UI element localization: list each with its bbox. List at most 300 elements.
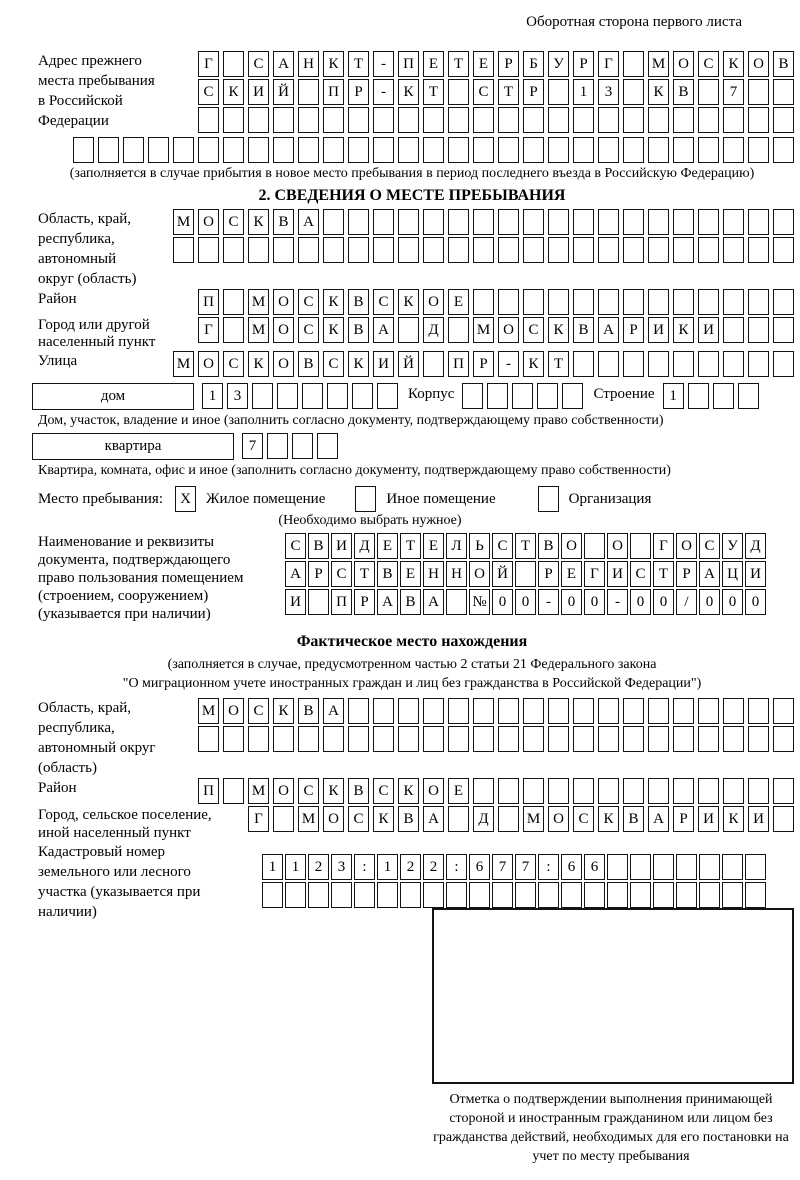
char-box[interactable] bbox=[745, 854, 766, 880]
char-box[interactable]: С bbox=[348, 806, 369, 832]
char-box[interactable] bbox=[676, 882, 697, 908]
char-box[interactable] bbox=[398, 137, 419, 163]
char-box[interactable] bbox=[523, 698, 544, 724]
char-box[interactable] bbox=[713, 383, 734, 409]
char-box[interactable]: В bbox=[773, 51, 794, 77]
char-box[interactable]: М bbox=[298, 806, 319, 832]
char-box[interactable]: 0 bbox=[561, 589, 582, 615]
char-box[interactable] bbox=[648, 107, 669, 133]
char-box[interactable] bbox=[748, 289, 769, 315]
char-box[interactable]: Р bbox=[348, 79, 369, 105]
char-box[interactable]: М bbox=[173, 209, 194, 235]
char-box[interactable] bbox=[653, 882, 674, 908]
char-box[interactable]: Г bbox=[584, 561, 605, 587]
char-box[interactable] bbox=[448, 698, 469, 724]
char-box[interactable]: С bbox=[198, 79, 219, 105]
char-box[interactable]: С bbox=[331, 561, 352, 587]
char-box[interactable]: Д bbox=[423, 317, 444, 343]
char-box[interactable] bbox=[498, 137, 519, 163]
char-box[interactable] bbox=[548, 698, 569, 724]
char-box[interactable] bbox=[548, 778, 569, 804]
char-box[interactable] bbox=[722, 854, 743, 880]
char-box[interactable] bbox=[469, 882, 490, 908]
char-box[interactable] bbox=[773, 79, 794, 105]
char-box[interactable] bbox=[373, 237, 394, 263]
char-box[interactable] bbox=[473, 107, 494, 133]
char-box[interactable]: А bbox=[598, 317, 619, 343]
char-box[interactable] bbox=[473, 289, 494, 315]
char-box[interactable] bbox=[688, 383, 709, 409]
char-box[interactable] bbox=[648, 778, 669, 804]
char-box[interactable] bbox=[298, 137, 319, 163]
char-box[interactable]: Е bbox=[377, 533, 398, 559]
char-box[interactable] bbox=[630, 533, 651, 559]
char-box[interactable] bbox=[473, 137, 494, 163]
char-box[interactable]: Г bbox=[653, 533, 674, 559]
char-box[interactable] bbox=[473, 209, 494, 235]
char-box[interactable]: К bbox=[323, 778, 344, 804]
char-box[interactable]: А bbox=[648, 806, 669, 832]
char-box[interactable] bbox=[623, 237, 644, 263]
char-box[interactable]: Г bbox=[248, 806, 269, 832]
char-box[interactable] bbox=[676, 854, 697, 880]
char-box[interactable] bbox=[598, 107, 619, 133]
char-box[interactable] bbox=[584, 533, 605, 559]
char-box[interactable]: В bbox=[398, 806, 419, 832]
char-box[interactable]: Ц bbox=[722, 561, 743, 587]
char-box[interactable] bbox=[302, 383, 323, 409]
char-box[interactable] bbox=[423, 882, 444, 908]
char-box[interactable]: О bbox=[423, 778, 444, 804]
char-box[interactable]: М bbox=[523, 806, 544, 832]
char-box[interactable]: И bbox=[248, 79, 269, 105]
char-box[interactable] bbox=[348, 137, 369, 163]
char-box[interactable] bbox=[331, 882, 352, 908]
char-box[interactable] bbox=[317, 433, 338, 459]
char-box[interactable]: К bbox=[248, 209, 269, 235]
char-box[interactable] bbox=[252, 383, 273, 409]
char-box[interactable] bbox=[473, 698, 494, 724]
char-box[interactable] bbox=[423, 698, 444, 724]
char-box[interactable] bbox=[623, 698, 644, 724]
char-box[interactable] bbox=[748, 137, 769, 163]
char-box[interactable]: Р bbox=[498, 51, 519, 77]
char-box[interactable] bbox=[498, 237, 519, 263]
char-box[interactable]: Е bbox=[400, 561, 421, 587]
char-box[interactable]: А bbox=[377, 589, 398, 615]
char-box[interactable] bbox=[423, 137, 444, 163]
char-box[interactable] bbox=[573, 209, 594, 235]
char-box[interactable] bbox=[487, 383, 508, 409]
char-box[interactable] bbox=[748, 351, 769, 377]
char-box[interactable] bbox=[498, 726, 519, 752]
char-box[interactable]: О bbox=[273, 289, 294, 315]
char-box[interactable]: К bbox=[273, 698, 294, 724]
char-box[interactable] bbox=[377, 383, 398, 409]
char-box[interactable]: К bbox=[323, 289, 344, 315]
char-box[interactable] bbox=[98, 137, 119, 163]
char-box[interactable]: М bbox=[248, 289, 269, 315]
char-box[interactable]: Й bbox=[398, 351, 419, 377]
char-box[interactable] bbox=[398, 209, 419, 235]
char-box[interactable] bbox=[748, 237, 769, 263]
char-box[interactable]: 6 bbox=[561, 854, 582, 880]
char-box[interactable] bbox=[623, 351, 644, 377]
char-box[interactable]: С bbox=[223, 209, 244, 235]
char-box[interactable] bbox=[273, 107, 294, 133]
char-box[interactable] bbox=[748, 209, 769, 235]
char-box[interactable]: О bbox=[469, 561, 490, 587]
char-box[interactable] bbox=[423, 107, 444, 133]
char-box[interactable]: И bbox=[285, 589, 306, 615]
char-box[interactable] bbox=[630, 854, 651, 880]
char-box[interactable] bbox=[648, 698, 669, 724]
char-box[interactable] bbox=[373, 698, 394, 724]
char-box[interactable]: Р bbox=[623, 317, 644, 343]
char-box[interactable]: В bbox=[673, 79, 694, 105]
char-box[interactable]: А bbox=[699, 561, 720, 587]
char-box[interactable] bbox=[748, 79, 769, 105]
char-box[interactable] bbox=[515, 561, 536, 587]
char-box[interactable]: И bbox=[331, 533, 352, 559]
char-box[interactable] bbox=[373, 137, 394, 163]
char-box[interactable]: О bbox=[498, 317, 519, 343]
char-box[interactable] bbox=[607, 882, 628, 908]
char-box[interactable] bbox=[773, 237, 794, 263]
char-box[interactable]: К bbox=[348, 351, 369, 377]
char-box[interactable] bbox=[623, 79, 644, 105]
char-box[interactable] bbox=[348, 107, 369, 133]
char-box[interactable] bbox=[348, 726, 369, 752]
char-box[interactable] bbox=[623, 289, 644, 315]
char-box[interactable] bbox=[773, 317, 794, 343]
char-box[interactable] bbox=[498, 107, 519, 133]
char-box[interactable]: С bbox=[248, 51, 269, 77]
char-box[interactable] bbox=[548, 137, 569, 163]
char-box[interactable]: 0 bbox=[630, 589, 651, 615]
char-box[interactable] bbox=[352, 383, 373, 409]
char-box[interactable] bbox=[723, 237, 744, 263]
char-box[interactable]: М bbox=[198, 698, 219, 724]
char-box[interactable]: 3 bbox=[598, 79, 619, 105]
char-box[interactable] bbox=[348, 698, 369, 724]
char-box[interactable]: К bbox=[398, 79, 419, 105]
char-box[interactable] bbox=[298, 237, 319, 263]
char-box[interactable]: В bbox=[573, 317, 594, 343]
char-box[interactable] bbox=[723, 351, 744, 377]
char-box[interactable] bbox=[327, 383, 348, 409]
char-box[interactable] bbox=[515, 882, 536, 908]
char-box[interactable] bbox=[448, 806, 469, 832]
char-box[interactable] bbox=[598, 778, 619, 804]
char-box[interactable]: В bbox=[273, 209, 294, 235]
char-box[interactable]: К bbox=[223, 79, 244, 105]
char-box[interactable]: Т bbox=[653, 561, 674, 587]
char-box[interactable] bbox=[648, 237, 669, 263]
char-box[interactable] bbox=[673, 698, 694, 724]
char-box[interactable] bbox=[548, 107, 569, 133]
char-box[interactable]: С bbox=[473, 79, 494, 105]
char-box[interactable]: Р bbox=[523, 79, 544, 105]
char-box[interactable] bbox=[446, 589, 467, 615]
char-box[interactable] bbox=[373, 107, 394, 133]
char-box[interactable]: Е bbox=[561, 561, 582, 587]
char-box[interactable]: / bbox=[676, 589, 697, 615]
char-box[interactable] bbox=[448, 107, 469, 133]
char-box[interactable]: - bbox=[538, 589, 559, 615]
char-box[interactable] bbox=[548, 79, 569, 105]
char-box[interactable]: О bbox=[273, 778, 294, 804]
char-box[interactable] bbox=[673, 351, 694, 377]
char-box[interactable] bbox=[198, 137, 219, 163]
char-box[interactable] bbox=[648, 209, 669, 235]
char-box[interactable] bbox=[598, 209, 619, 235]
char-box[interactable]: А bbox=[298, 209, 319, 235]
char-box[interactable] bbox=[548, 726, 569, 752]
char-box[interactable]: 7 bbox=[515, 854, 536, 880]
char-box[interactable]: Е bbox=[448, 289, 469, 315]
char-box[interactable]: С bbox=[298, 778, 319, 804]
char-box[interactable] bbox=[648, 726, 669, 752]
char-box[interactable]: К bbox=[648, 79, 669, 105]
char-box[interactable] bbox=[573, 107, 594, 133]
char-box[interactable] bbox=[448, 209, 469, 235]
char-box[interactable]: 7 bbox=[242, 433, 263, 459]
char-box[interactable] bbox=[548, 289, 569, 315]
char-box[interactable]: 1 bbox=[202, 383, 223, 409]
char-box[interactable] bbox=[173, 237, 194, 263]
char-box[interactable] bbox=[673, 778, 694, 804]
char-box[interactable]: 2 bbox=[400, 854, 421, 880]
char-box[interactable]: С bbox=[630, 561, 651, 587]
char-box[interactable] bbox=[573, 137, 594, 163]
char-box[interactable]: Д bbox=[354, 533, 375, 559]
char-box[interactable] bbox=[773, 107, 794, 133]
char-box[interactable]: 3 bbox=[227, 383, 248, 409]
char-box[interactable] bbox=[748, 778, 769, 804]
char-box[interactable] bbox=[698, 289, 719, 315]
char-box[interactable]: Б bbox=[523, 51, 544, 77]
char-box[interactable]: Д bbox=[473, 806, 494, 832]
char-box[interactable] bbox=[223, 289, 244, 315]
char-box[interactable] bbox=[723, 726, 744, 752]
char-box[interactable]: Т bbox=[448, 51, 469, 77]
char-box[interactable]: П bbox=[198, 778, 219, 804]
char-box[interactable] bbox=[698, 698, 719, 724]
char-box[interactable]: 7 bbox=[723, 79, 744, 105]
char-box[interactable] bbox=[373, 209, 394, 235]
char-box[interactable] bbox=[277, 383, 298, 409]
char-box[interactable]: А bbox=[423, 806, 444, 832]
char-box[interactable] bbox=[745, 882, 766, 908]
char-box[interactable]: Н bbox=[446, 561, 467, 587]
char-box[interactable] bbox=[223, 107, 244, 133]
char-box[interactable]: В bbox=[348, 289, 369, 315]
char-box[interactable]: М bbox=[173, 351, 194, 377]
char-box[interactable] bbox=[285, 882, 306, 908]
char-box[interactable] bbox=[523, 237, 544, 263]
char-box[interactable]: И bbox=[607, 561, 628, 587]
char-box[interactable]: X bbox=[175, 486, 196, 512]
char-box[interactable] bbox=[462, 383, 483, 409]
char-box[interactable]: В bbox=[348, 778, 369, 804]
char-box[interactable]: - bbox=[607, 589, 628, 615]
char-box[interactable] bbox=[248, 726, 269, 752]
char-box[interactable]: А bbox=[273, 51, 294, 77]
char-box[interactable] bbox=[198, 107, 219, 133]
char-box[interactable] bbox=[653, 854, 674, 880]
char-box[interactable]: Н bbox=[298, 51, 319, 77]
char-box[interactable]: В bbox=[377, 561, 398, 587]
char-box[interactable] bbox=[723, 209, 744, 235]
char-box[interactable]: Т bbox=[548, 351, 569, 377]
char-box[interactable]: Е bbox=[423, 51, 444, 77]
char-box[interactable]: С bbox=[523, 317, 544, 343]
char-box[interactable]: К bbox=[323, 51, 344, 77]
char-box[interactable] bbox=[773, 726, 794, 752]
char-box[interactable] bbox=[648, 289, 669, 315]
char-box[interactable] bbox=[398, 107, 419, 133]
char-box[interactable] bbox=[473, 726, 494, 752]
char-box[interactable] bbox=[699, 854, 720, 880]
char-box[interactable] bbox=[573, 237, 594, 263]
char-box[interactable] bbox=[698, 351, 719, 377]
char-box[interactable]: 6 bbox=[469, 854, 490, 880]
char-box[interactable] bbox=[446, 882, 467, 908]
char-box[interactable]: С bbox=[373, 289, 394, 315]
char-box[interactable]: Т bbox=[498, 79, 519, 105]
char-box[interactable]: О bbox=[273, 317, 294, 343]
char-box[interactable]: В bbox=[298, 351, 319, 377]
char-box[interactable] bbox=[523, 137, 544, 163]
char-box[interactable]: О bbox=[548, 806, 569, 832]
char-box[interactable] bbox=[630, 882, 651, 908]
char-box[interactable] bbox=[548, 237, 569, 263]
char-box[interactable] bbox=[623, 726, 644, 752]
char-box[interactable]: П bbox=[198, 289, 219, 315]
char-box[interactable]: - bbox=[498, 351, 519, 377]
char-box[interactable] bbox=[598, 137, 619, 163]
char-box[interactable]: 1 bbox=[285, 854, 306, 880]
char-box[interactable]: Т bbox=[515, 533, 536, 559]
char-box[interactable]: - bbox=[373, 51, 394, 77]
char-box[interactable]: : bbox=[354, 854, 375, 880]
char-box[interactable] bbox=[423, 351, 444, 377]
char-box[interactable]: В bbox=[298, 698, 319, 724]
char-box[interactable]: Т bbox=[400, 533, 421, 559]
char-box[interactable]: К bbox=[373, 806, 394, 832]
char-box[interactable]: О bbox=[223, 698, 244, 724]
char-box[interactable] bbox=[512, 383, 533, 409]
char-box[interactable] bbox=[723, 698, 744, 724]
char-box[interactable] bbox=[298, 107, 319, 133]
char-box[interactable]: 3 bbox=[331, 854, 352, 880]
char-box[interactable]: О bbox=[198, 209, 219, 235]
char-box[interactable]: Р bbox=[573, 51, 594, 77]
char-box[interactable] bbox=[473, 237, 494, 263]
char-box[interactable] bbox=[355, 486, 376, 512]
char-box[interactable] bbox=[148, 137, 169, 163]
char-box[interactable] bbox=[773, 778, 794, 804]
char-box[interactable]: : bbox=[538, 854, 559, 880]
char-box[interactable]: О bbox=[676, 533, 697, 559]
char-box[interactable] bbox=[723, 778, 744, 804]
char-box[interactable] bbox=[723, 107, 744, 133]
char-box[interactable]: С bbox=[298, 317, 319, 343]
char-box[interactable] bbox=[223, 778, 244, 804]
char-box[interactable] bbox=[198, 726, 219, 752]
char-box[interactable]: Р bbox=[308, 561, 329, 587]
char-box[interactable]: Т bbox=[354, 561, 375, 587]
char-box[interactable]: Т bbox=[423, 79, 444, 105]
char-box[interactable]: Е bbox=[473, 51, 494, 77]
char-box[interactable]: К bbox=[723, 51, 744, 77]
char-box[interactable]: К bbox=[523, 351, 544, 377]
char-box[interactable]: 7 bbox=[492, 854, 513, 880]
char-box[interactable]: И bbox=[698, 806, 719, 832]
char-box[interactable] bbox=[308, 589, 329, 615]
char-box[interactable] bbox=[673, 726, 694, 752]
char-box[interactable]: К bbox=[398, 778, 419, 804]
char-box[interactable] bbox=[698, 209, 719, 235]
char-box[interactable]: У bbox=[548, 51, 569, 77]
char-box[interactable] bbox=[523, 209, 544, 235]
char-box[interactable]: А bbox=[285, 561, 306, 587]
char-box[interactable]: Г bbox=[598, 51, 619, 77]
char-box[interactable] bbox=[623, 107, 644, 133]
char-box[interactable]: С bbox=[248, 698, 269, 724]
char-box[interactable]: В bbox=[623, 806, 644, 832]
char-box[interactable]: 2 bbox=[308, 854, 329, 880]
char-box[interactable]: К bbox=[598, 806, 619, 832]
char-box[interactable] bbox=[748, 726, 769, 752]
char-box[interactable] bbox=[473, 778, 494, 804]
char-box[interactable] bbox=[562, 383, 583, 409]
char-box[interactable]: 0 bbox=[492, 589, 513, 615]
char-box[interactable] bbox=[273, 237, 294, 263]
char-box[interactable] bbox=[598, 351, 619, 377]
char-box[interactable]: С bbox=[285, 533, 306, 559]
char-box[interactable]: С bbox=[698, 51, 719, 77]
char-box[interactable] bbox=[537, 383, 558, 409]
char-box[interactable]: В bbox=[538, 533, 559, 559]
char-box[interactable] bbox=[492, 882, 513, 908]
char-box[interactable]: 1 bbox=[573, 79, 594, 105]
char-box[interactable]: О bbox=[607, 533, 628, 559]
char-box[interactable] bbox=[548, 209, 569, 235]
char-box[interactable] bbox=[123, 137, 144, 163]
char-box[interactable]: А bbox=[373, 317, 394, 343]
char-box[interactable] bbox=[698, 237, 719, 263]
char-box[interactable] bbox=[400, 882, 421, 908]
char-box[interactable]: Р bbox=[354, 589, 375, 615]
char-box[interactable] bbox=[723, 137, 744, 163]
char-box[interactable]: И bbox=[648, 317, 669, 343]
char-box[interactable] bbox=[698, 778, 719, 804]
char-box[interactable] bbox=[698, 726, 719, 752]
char-box[interactable]: О bbox=[561, 533, 582, 559]
char-box[interactable] bbox=[673, 209, 694, 235]
char-box[interactable] bbox=[573, 698, 594, 724]
char-box[interactable]: А bbox=[323, 698, 344, 724]
char-box[interactable] bbox=[354, 882, 375, 908]
char-box[interactable]: У bbox=[722, 533, 743, 559]
char-box[interactable] bbox=[198, 237, 219, 263]
char-box[interactable] bbox=[673, 137, 694, 163]
char-box[interactable]: Й bbox=[273, 79, 294, 105]
char-box[interactable]: 1 bbox=[377, 854, 398, 880]
char-box[interactable] bbox=[373, 726, 394, 752]
